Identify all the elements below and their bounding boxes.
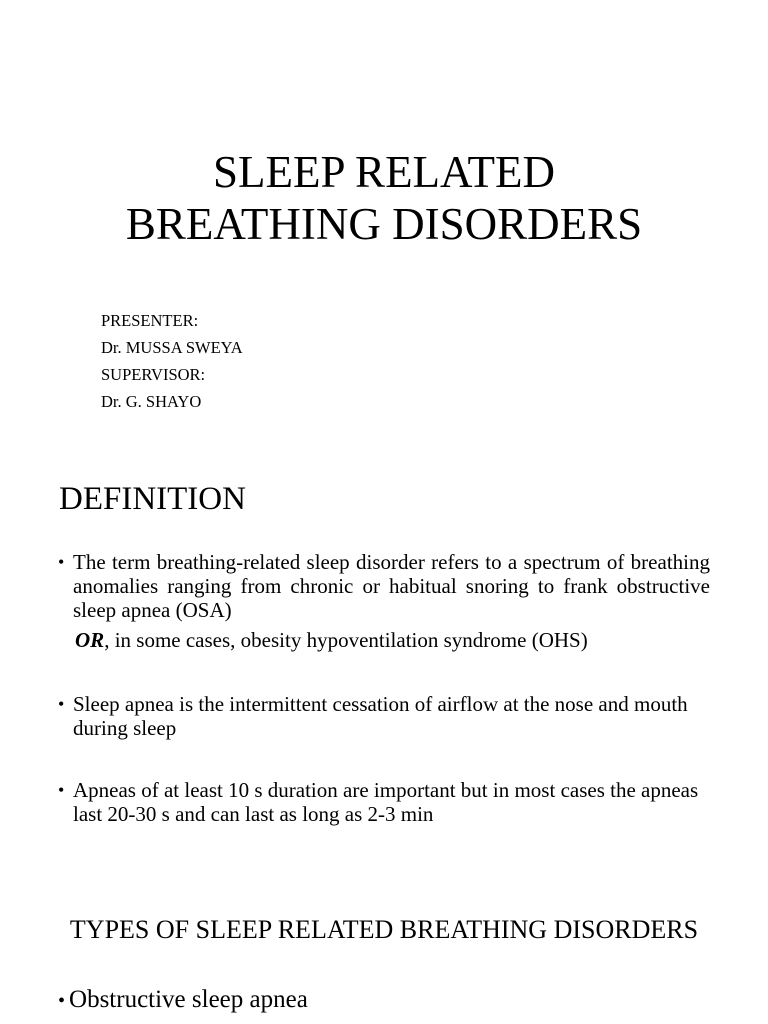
types-heading: TYPES OF SLEEP RELATED BREATHING DISORDERS (69, 915, 699, 944)
supervisor-label: SUPERVISOR: (101, 365, 206, 384)
presenter-name: Dr. MUSSA SWEYA (101, 338, 243, 357)
bullet-icon: • (58, 780, 65, 800)
bullet-icon: • (58, 990, 66, 1012)
or-rest: , in some cases, obesity hypoventilation syndrome (OHS) (104, 628, 588, 652)
types-slide (0, 860, 768, 1024)
title-line-2: BREATHING DISORDERS (125, 199, 643, 250)
presentation-title (0, 146, 768, 250)
types-bullet (58, 985, 308, 1016)
title-line-1: SLEEP RELATED (212, 147, 556, 198)
definition-heading: DEFINITION (59, 481, 246, 517)
or-word: OR (75, 628, 105, 652)
presenter-label: PRESENTER: (101, 311, 199, 330)
definition-slide (0, 460, 768, 860)
supervisor-name: Dr. G. SHAYO (101, 392, 202, 411)
bullet-text: Sleep apnea is the intermittent cessation of airflow at the nose and mouth during sleep (73, 692, 688, 740)
bullet-text: The term breathing-related sleep disorder refers to a spectrum of breathing anomalies ranging from chronic or habitual snoring to frank obstructive sleep apnea (OSA) (73, 550, 710, 622)
title-slide (0, 0, 768, 460)
presenter-block (101, 307, 243, 415)
bullet-icon: • (58, 694, 65, 714)
or-line (75, 628, 588, 652)
bullet-text: Apneas of at least 10 s duration are important but in most cases the apneas last 20-30 s and can last as long as 2-3 min (73, 778, 699, 826)
bullet-text: Obstructive sleep apnea (69, 986, 308, 1013)
bullet-icon: • (58, 552, 65, 572)
